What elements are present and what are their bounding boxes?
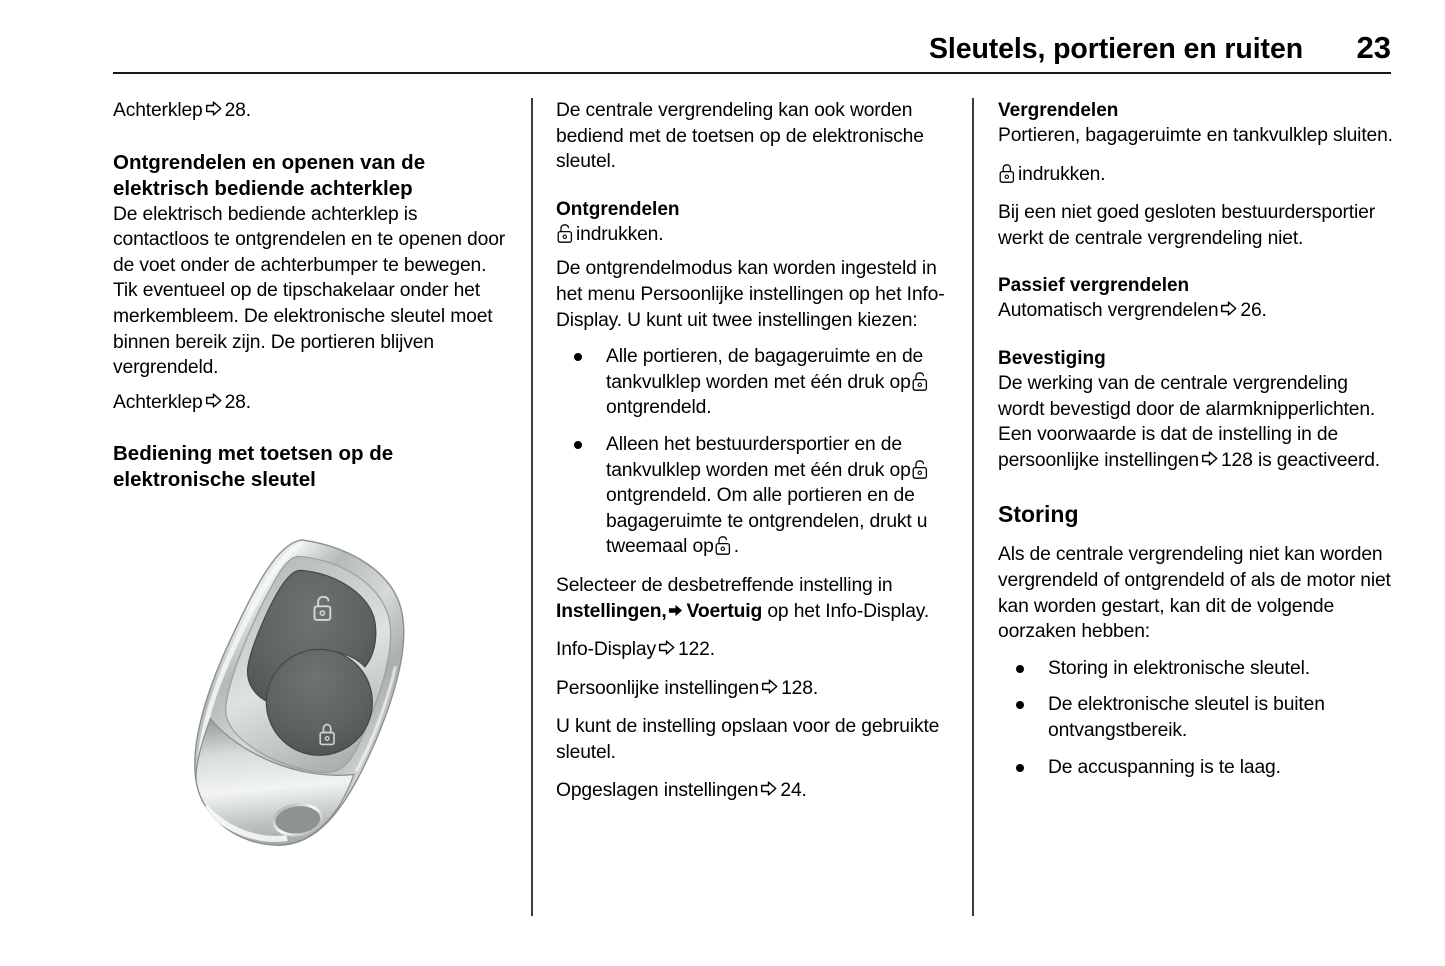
reference-label: Achterklep: [113, 100, 203, 121]
column-middle: [556, 98, 952, 920]
heading-bediening-met-toetsen: Bediening met toetsen op de elektronische sleutel: [113, 442, 394, 492]
page-number: 23: [1356, 30, 1391, 65]
heading-ontgrendelen: Ontgrendelen: [556, 198, 680, 220]
reference-page: 24.: [780, 780, 807, 802]
heading-passief-vergrendelen: Passief vergrendelen: [998, 275, 1190, 297]
bullet-dot-icon: [1016, 701, 1024, 709]
paragraph-bevestiging: [998, 371, 1394, 473]
key-fob-svg: [181, 539, 431, 857]
list-item: [556, 432, 952, 560]
press-label: indrukken.: [1018, 163, 1106, 185]
page-reference-arrow-icon: [760, 779, 777, 796]
column-left: [113, 98, 509, 920]
page-header: [113, 30, 1391, 66]
reference-page: 122.: [678, 639, 715, 661]
unlock-mode-options-list: [556, 344, 952, 560]
reference-achterklep-bottom: [113, 390, 509, 416]
reference-opgeslagen-instellingen: [556, 778, 952, 804]
reference-label: Automatisch vergrendelen: [998, 300, 1219, 322]
padlock-open-icon: [912, 372, 928, 391]
bullet-text-part-2: ontgrendeld. Om alle portieren en de bagageruimte te ontgrendelen, drukt u tweemaal op: [606, 485, 928, 558]
list-item: [998, 656, 1394, 682]
padlock-open-icon: [557, 224, 573, 243]
menu-voertuig-label: Voertuig: [686, 600, 763, 622]
page-reference-arrow-icon: [205, 99, 222, 116]
list-item: [998, 692, 1394, 743]
menu-instellingen-label: Instellingen,: [556, 600, 667, 622]
reference-page: 128.: [781, 677, 819, 699]
press-unlock-instruction: [556, 222, 952, 248]
padlock-open-icon: [715, 536, 731, 555]
reference-page: 128: [1220, 449, 1253, 471]
padlock-closed-icon: [999, 164, 1015, 183]
bullet-text-part-1: Alle portieren, de bagageruimte en de tankvulklep worden met één druk op: [606, 346, 924, 393]
paragraph-pre-text: De werking van de centrale vergrendeling wordt bevestigd door de alarmknipperlichten. Een voorwaarde is dat de instelling in de persoonlijke instellingen: [998, 372, 1376, 471]
padlock-open-icon: [912, 460, 928, 479]
paragraph-instelling-opslaan: U kunt de instelling opslaan voor de gebruikte sleutel.: [556, 716, 940, 763]
reference-page: 28.: [224, 100, 251, 121]
column-divider-2: [972, 98, 974, 916]
page-title: Sleutels, portieren en ruiten: [928, 33, 1303, 65]
paragraph-bestuurdersportier: Bij een niet goed gesloten bestuurdersportier werkt de centrale vergrendeling niet.: [998, 202, 1375, 249]
reference-persoonlijke-instellingen: [556, 676, 952, 702]
paragraph-storing: Als de centrale vergrendeling niet kan worden vergrendeld of ontgrendeld of als de motor niet kan worden gestart, kan dit de volgende oorzaken hebben:: [998, 544, 1391, 643]
page-reference-arrow-icon: [1201, 449, 1218, 466]
bullet-text-part-1: Alleen het bestuurdersportier en de tankvulklep worden met één druk op: [606, 433, 911, 481]
reference-page: 28.: [224, 391, 251, 413]
reference-page: 26.: [1240, 300, 1267, 322]
bullet-dot-icon: [1016, 665, 1024, 673]
bullet-text-part-2: ontgrendeld.: [606, 397, 712, 419]
reference-automatisch-vergrendelen: [998, 298, 1394, 324]
heading-storing: Storing: [998, 501, 1079, 528]
heading-vergrendelen: Vergrendelen: [998, 100, 1119, 121]
page-reference-arrow-icon: [205, 391, 222, 408]
paragraph-post-text: is geactiveerd.: [1257, 449, 1381, 471]
bullet-text: De accuspanning is te laag.: [1048, 756, 1281, 778]
select-pre-text: Selecteer de desbetreffende instelling in: [556, 574, 893, 596]
reference-label: Persoonlijke instellingen: [556, 677, 760, 699]
electronic-key-fob-figure: [113, 533, 509, 863]
header-divider: [113, 72, 1391, 74]
heading-bevestiging: Bevestiging: [998, 347, 1106, 369]
press-lock-instruction: [998, 162, 1394, 188]
bullet-dot-icon: [574, 353, 582, 361]
reference-info-display: [556, 637, 952, 663]
paragraph-portieren-sluiten: Portieren, bagageruimte en tankvulklep sluiten.: [998, 125, 1393, 146]
paragraph-ontgrendelmodus: De ontgrendelmodus kan worden ingesteld in het menu Persoonlijke instellingen op het Info-Display. U kunt uit twee instellingen kiezen:: [556, 258, 945, 331]
reference-label: Achterklep: [113, 391, 203, 413]
storing-causes-list: [998, 656, 1394, 780]
bullet-text: De elektronische sleutel is buiten ontvangstbereik.: [1048, 694, 1325, 741]
column-right: [998, 98, 1394, 920]
content-columns: [0, 98, 1445, 920]
bullet-dot-icon: [1016, 764, 1024, 772]
list-item: [556, 344, 952, 421]
reference-label: Info-Display: [556, 639, 657, 661]
select-post-text: op het Info-Display.: [767, 600, 930, 622]
list-item: [998, 755, 1394, 781]
paragraph-selecteer-instelling: [556, 573, 952, 624]
reference-label: Opgeslagen instellingen: [556, 780, 759, 802]
paragraph-elektrisch-bediende-achterklep: De elektrisch bediende achterklep is contactloos te ontgrendelen en te openen door de voet onder de achterbumper te bewegen. Tik eventueel op de tipschakelaar onder het merkembleem. De elektronische sleutel moet binnen bereik zijn. De portieren blijven vergrendeld.: [113, 203, 506, 379]
bullet-dot-icon: [574, 441, 582, 449]
bullet-text-part-3: .: [733, 536, 739, 558]
paragraph-centrale-vergrendeling: De centrale vergrendeling kan ook worden bediend met de toetsen op de elektronische sleutel.: [556, 100, 924, 173]
bullet-text: Storing in elektronische sleutel.: [1048, 657, 1310, 679]
press-label: indrukken.: [576, 223, 664, 245]
heading-ontgrendelen-openen: Ontgrendelen en openen van de elektrisch bediende achterklep: [113, 150, 426, 200]
key-fob-illustration: [181, 539, 431, 857]
page-reference-arrow-icon: [658, 638, 675, 655]
menu-path-arrow-icon: [668, 600, 683, 615]
reference-achterklep-top: [113, 98, 509, 124]
column-divider-1: [531, 98, 533, 916]
page-reference-arrow-icon: [1220, 299, 1237, 316]
page-reference-arrow-icon: [761, 677, 778, 694]
